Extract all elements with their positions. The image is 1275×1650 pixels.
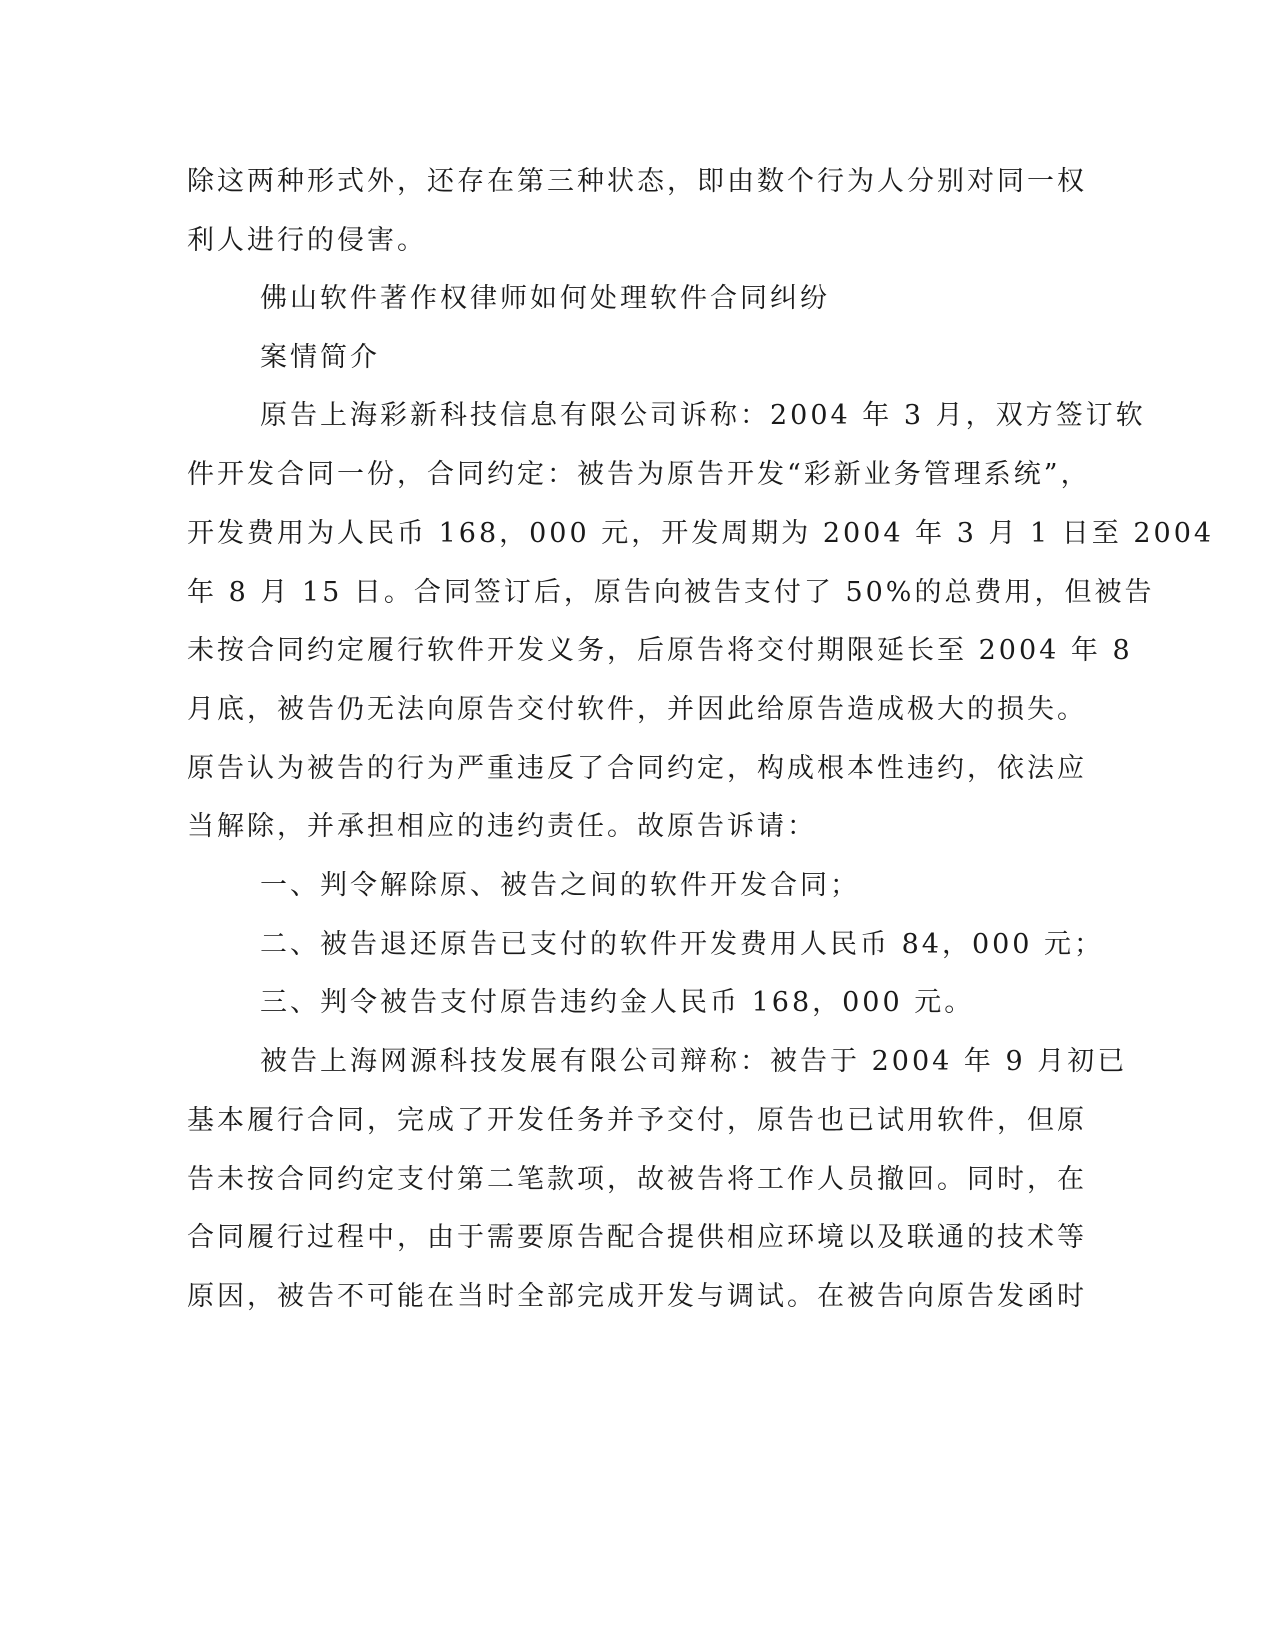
text-line: 件开发合同一份，合同约定：被告为原告开发“彩新业务管理系统”，: [187, 459, 1091, 490]
text-line: 原告上海彩新科技信息有限公司诉称：2004 年 3 月，双方签订软: [260, 400, 1146, 431]
list-item: 三、判令被告支付原告违约金人民币 168，000 元。: [260, 987, 975, 1018]
subsection-heading: 案情简介: [260, 342, 380, 373]
text-line: 开发费用为人民币 168，000 元，开发周期为 2004 年 3 月 1 日至 2004: [187, 518, 1215, 549]
text-line: 原因，被告不可能在当时全部完成开发与调试。在被告向原告发函时: [187, 1281, 1087, 1312]
text-line: 被告上海网源科技发展有限公司辩称：被告于 2004 年 9 月初已: [260, 1046, 1128, 1077]
text-line: 月底，被告仍无法向原告交付软件，并因此给原告造成极大的损失。: [187, 694, 1087, 725]
list-item: 二、被告退还原告已支付的软件开发费用人民币 84，000 元；: [260, 929, 1105, 960]
text-line: 利人进行的侵害。: [187, 225, 427, 256]
text-line: 未按合同约定履行软件开发义务，后原告将交付期限延长至 2004 年 8: [187, 635, 1133, 666]
list-item: 一、判令解除原、被告之间的软件开发合同；: [260, 870, 860, 901]
text-line: 告未按合同约定支付第二笔款项，故被告将工作人员撤回。同时，在: [187, 1164, 1087, 1195]
text-line: 年 8 月 15 日。合同签订后，原告向被告支付了 50%的总费用，但被告: [187, 577, 1155, 608]
text-line: 基本履行合同，完成了开发任务并予交付，原告也已试用软件，但原: [187, 1105, 1087, 1136]
text-line: 当解除，并承担相应的违约责任。故原告诉请：: [187, 811, 817, 842]
text-line: 除这两种形式外，还存在第三种状态，即由数个行为人分别对同一权: [187, 166, 1087, 197]
text-line: 合同履行过程中，由于需要原告配合提供相应环境以及联通的技术等: [187, 1222, 1087, 1253]
section-heading: 佛山软件著作权律师如何处理软件合同纠纷: [260, 283, 830, 314]
text-line: 原告认为被告的行为严重违反了合同约定，构成根本性违约，依法应: [187, 753, 1087, 784]
